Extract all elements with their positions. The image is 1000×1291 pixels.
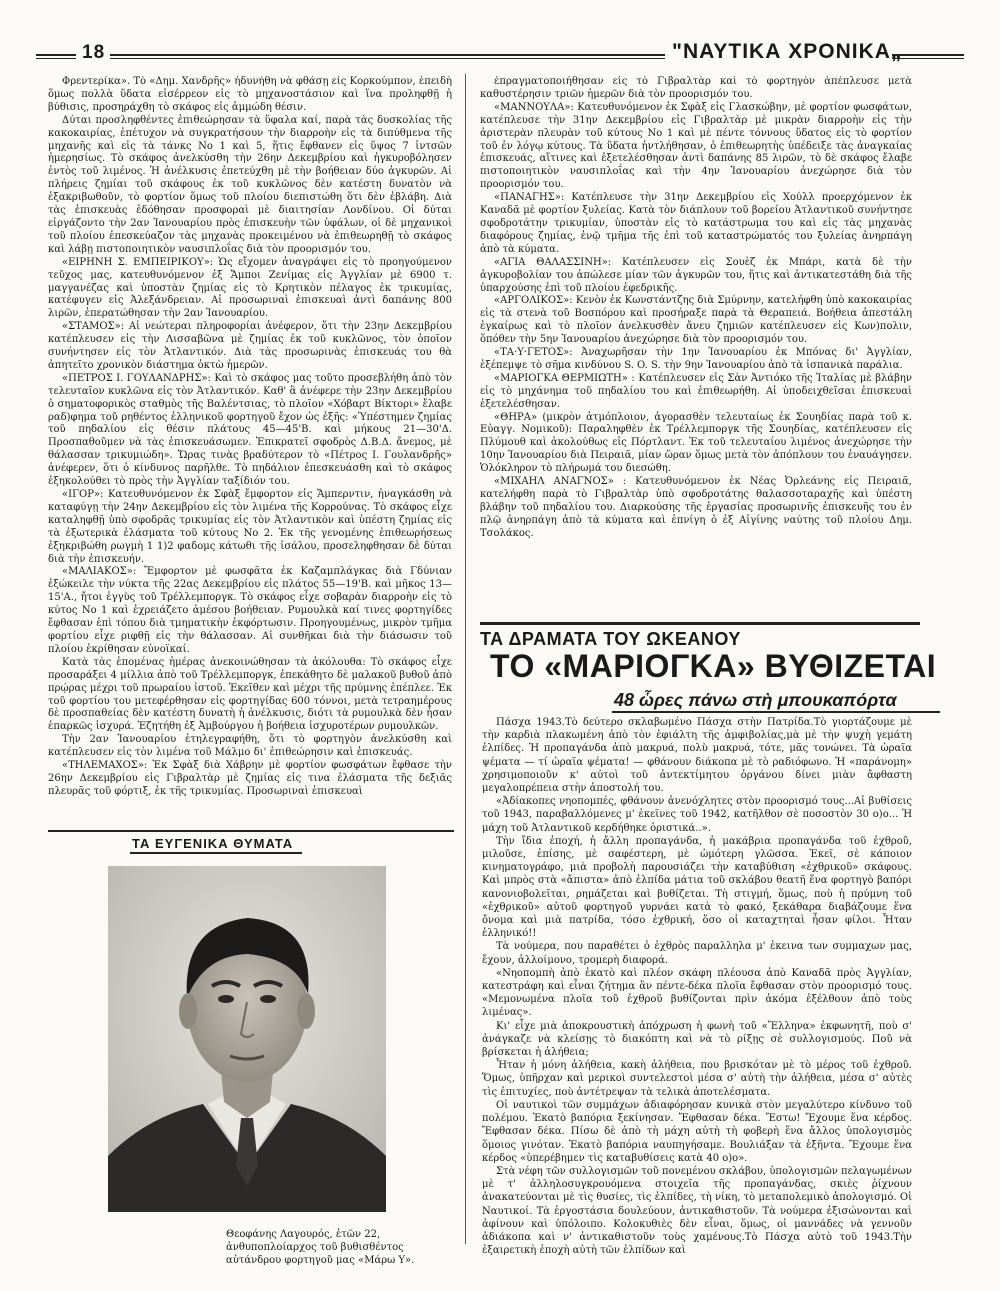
feature-paragraph: Κι' εἶχε μιὰ ἀποκρουστικὴ ἀπόχρωση ἡ φωνὴ τοῦ «Ἕλληνα» ἐκφωνητῆ, ποὺ σ' ἀνάγκαζε νὰ κλείσῃς τὸ διακόπτη καὶ νὰ τὸ ρίξῃς σὲ συλλογισμούς. Ποῦ νὰ βρίσκεται ἡ ἀλήθεια; — [482, 1020, 912, 1059]
section-top-rule — [48, 830, 454, 832]
left-paragraph: Δύται προσληφθέντες ἐπιθεώρησαν τὰ ὕφαλα καί, παρὰ τὰς δυσκολίας τῆς κακοκαιρίας, ἐπέτυχον νὰ συγκρατήσουν τὴν διαρροὴν εἰς τὰ διπύθμενα τῆς μηχανῆς καὶ εἰς τὰ τάνκς Νο 1 καὶ 5, ἥτις ἔφθανεν εἰς ὕψος 7 ἰντσῶν ἡμερησίως. Τὸ σκάφος ἀνελκύσθη τὴν 26ην Δεκεμβρίου καὶ ἠγκυροβόλησεν ἐντὸς τοῦ λιμένος. Ἡ ἀνέλκυσις ἐπετεύχθη μὲ τὴν βοήθειαν δύο ἀγκυρῶν. Αἱ πλήρεις ζημίαι τοῦ σκάφους ἐκ τοῦ κυκλῶνος δὲν κατέστη δυνατὸν νὰ ἐξακριβωθοῦν, τὸ φορτίον ὅμως τοῦ πλοίου διεπιστώθη ὅτι δὲν ἐβλάβη. Διὰ τὰς ἐπισκευὰς ἐδόθησαν προσφοραὶ μὲ διαιτησίαν Λονδίνου. Οἱ δύται εἰργάζοντο τὴν 2αν Ἰανουαρίου πρὸς ἐπισκευὴν τῶν ὑφάλων, οἱ δὲ μηχανικοὶ τοῦ πλοίου ἐπεσκεύαζον τὰς μηχανὰς προκειμένου νὰ ἐπιθεωρηθῇ τὸ σκάφος καὶ λάβῃ πιστοποιητικὸν ναυσιπλοΐας διὰ τὸν προορισμόν του. — [48, 114, 452, 255]
feature-paragraph: «Νηοπομπὴ ἀπὸ ἑκατὸ καὶ πλέον σκάφη πλέουσα ἀπὸ Καναδᾶ πρὸς Ἀγγλίαν, κατεστράφη καὶ εἶναι ζήτημα ἂν πέντε-δέκα πλοῖα ἔφθασαν στὸν προορισμό τους. «Μεμονωμένα πλοῖα τοῦ ἐχθροῦ βυθίζονται πρὶν ἀκόμα ἐξέλθουν ἀπὸ τοὺς λιμένας». — [482, 967, 912, 1019]
masthead-title: "ΝΑΥΤΙΚΑ ΧΡΟΝΙΚΑ„ — [672, 40, 903, 63]
left-paragraph: «ΠΕΤΡΟΣ Ι. ΓΟΥΛΑΝΔΡΗΣ»: Καὶ τὸ σκάφος μας τοῦτο προσεβλήθη ἀπὸ τὸν τελευταῖον κυκλῶνα εἰς τὸν Ἀτλαντικόν. Καθ' ἃ ἀνέφερε τὴν 23ην Δεκεμβρίου ὁ σηματοφορικὸς σταθμὸς τῆς Βαλέντσιας, τὸ πλοῖον «Χόβαρτ Βίκτορι» ἔλαβε ραδ)φημα τοῦ ρηθέντος ἑλληνικοῦ φορτηγοῦ ἔχον ὡς ἑξῆς: «Ὑπέστημεν ζημίας τοῦ πηδαλίου εἰς θέσιν πλάτους 45—45'Β. καὶ μήκους 21—30'Δ. Προσπαθοῦμεν νὰ τὰς ἐπισκευάσωμεν. Ἐπικρατεῖ σφοδρὸς Δ.Β.Δ. ἄνεμος, μὲ θάλασσαν τρικυμιώδη». Ὥρας τινὰς βραδύτερον τὸ «Πέτρος Ι. Γουλανδρῆς» ἀνέφερεν, ὅτι ὁ κίνδυνος παρῆλθε. Τὸ πηδάλιον ἐπεσκευάσθη καὶ τὸ σκάφος ἐξηκολούθει τὸ πρὸς τὴν Ἀγγλίαν ταξίδιόν του. — [48, 372, 452, 488]
section-title-underline — [130, 852, 302, 854]
header-rule-middle — [110, 54, 665, 59]
feature-paragraph: Οἱ ναυτικοὶ τῶν συμμάχων ἀδιαφόρησαν κυνικὰ στὸν μεγαλύτερο κίνδυνο τοῦ πολέμου. Ἑκατὸ βαπόρια ξεκίνησαν. Ἔφθασαν δέκα. Ἔστω! Ἔχουμε ἕνα κέρδος. Ἔφθασαν δέκα. Πίσω δὲ ἀπὸ τὴ μάχη αὐτὴ τὴ φοβερὴ ἕνα ἄλλος ὑπολογισμὸς ὅμοιος γινόταν. Ἑκατὸ βαπόρια ναυπηγήσαμε. Βουλιάξαν τὰ ἑξῆντα. Ἔχουμε ἕνα κέρδος «ὑπερέβημεν τὶς καταβυθίσεις κατὰ 40 ο)ο». — [482, 1099, 912, 1164]
portrait-photo — [108, 866, 386, 1212]
feature-kicker: ΤΑ ΔΡΑΜΑΤΑ ΤΟΥ ΩΚΕΑΝΟΥ — [480, 622, 920, 650]
left-paragraph: «ΤΗΛΕΜΑΧΟΣ»: Ἐκ Σφὰξ διὰ Χάβρην μὲ φορτίον φωσφάτων ἔφθασε τὴν 26ην Δεκεμβρίου εἰς Γιβραλτὰρ μὲ ζημίας εἰς τινα ἐλάσματα τῆς δεξιᾶς πλευρᾶς τοῦ φόρτιξ, ἐκ τῆς τρικυμίας. Προσωριναὶ ἐπισκευαὶ — [48, 760, 452, 797]
section-title: ΤΑ ΕΥΓΕΝΙΚΑ ΘΥΜΑΤΑ — [132, 836, 294, 851]
right-paragraph: ἐπραγματοποιήθησαν εἰς τὸ Γιβραλτὰρ καὶ τὸ φορτηγὸν ἀπέπλευσε μετὰ καθυστέρησιν τριῶν ἡμερῶν διὰ τὸν προορισμόν του. — [480, 76, 912, 100]
feature-headline: ΤΟ «ΜΑΡΙΟΓΚΑ» ΒΥΘΙΖΕΤΑΙ — [490, 648, 937, 684]
right-paragraph: «ΜΙΧΑΗΛ ΑΝΑΓΝΟΣ» : Κατευθυνόμενον ἐκ Νέας Ὀρλεάνης εἰς Πειραιᾶ, κατελήφθη παρὰ τὸ Γιβραλτὰρ ὑπὸ σφοδροτάτης θαλασσοταραχῆς καὶ ὑπέστη βλάβην τοῦ πηδαλίου του. Διαρκούσης τῆς ἐργασίας προσωρινῆς ἐπισκευῆς του ἐν πλῷ ἀνηρπάγη ἀπὸ τὰ κύματα καὶ ἐπνίγη ὁ ἐξ Αἰγίνης ναύτης τοῦ πλοίου Δημ. Τσολάκος. — [480, 476, 912, 539]
right-paragraph: «ΠΑΝΑΓΗΣ»: Κατέπλευσε τὴν 31ην Δεκεμβρίου εἰς Χούλλ προερχόμενον ἐκ Καναδᾶ μὲ φορτίον ξυλείας. Κατὰ τὸν διάπλουν τοῦ βορείου Ἀτλαντικοῦ συνήντησε σφοδροτάτην τρικυμίαν, ὑποστὰν εἰς τὸ κατάστρωμα του καὶ εἰς τὰς μηχανὰς διαφόρους ζημίας, ἐνῷ τμῆμα τῆς ἐπὶ τοῦ καταστρώματός του ξυλείας ἀνηρπάγη ἀπὸ τὰ κύματα. — [480, 192, 912, 255]
header-rule-left — [36, 54, 76, 59]
page-number: 18 — [82, 42, 106, 63]
feature-subhead: 48 ὧρες πάνω στὴ μπουκαπόρτα — [614, 690, 897, 710]
page-header — [36, 42, 964, 70]
subhead-rule — [612, 711, 940, 713]
feature-paragraph: Πάσχα 1943.Τὸ δεύτερο σκλαβωμένο Πάσχα στὴν Πατρίδα.Τὸ γιορτάζουμε μὲ τὴν καρδιὰ πλακωμένη ἀπὸ τὸν ἐφιάλτη τῆς ἀμφιβολίας,μὰ μὲ τὴν ψυχὴ γεμάτη ἐλπίδες. Ἡ προπαγάνδα ἀπὸ μακρυά, πολὺ μακρυά, τότε, μᾶς τονώνει. Τὰ ὡραῖα ψέματα — τί ὡραῖα ψέματα! — φθάνουν διάκοπα μὲ τὸ ραδιόφωνο. Ἡ «παράνομη» χρησιμοποιοῦν κ' αὐτοὶ τοῦ ἀντεκτίμητου ὀργάνου δίνει μιὰν ἄφθαστη μεγαλοπρέπεια στὴν ἀποστολή του. — [482, 717, 912, 795]
right-paragraph: «ΜΑΝΝΟΥΛΑ»: Κατευθυνόμενον ἐκ Σφὰξ εἰς Γλασκώβην, μὲ φορτίον φωσφάτων, κατέπλευσε τὴν 31ην Δεκεμβρίου εἰς Γιβραλτὰρ μὲ μικρὰν διαρροὴν εἰς τὴν ἀριστερὰν πλευρὰν τοῦ κύτους Νο 1 καὶ μὲ πέντε τόννους ὕδατος εἰς τὸ φορτίον τοῦ ἐν λόγῳ κύτους. Τὰ ὕδατα ἠντλήθησαν, ὁ ἐπιθεωρητὴς ὑπέδειξε τὰς ἀναγκαίας ἐπισκευάς, αἵτινες καὶ ἐξετελέσθησαν ἀντὶ δαπάνης 85 λιρῶν, τὸ δὲ σκάφος ἔλαβε πιστοποιητικὸν ναυσιπλοΐας καὶ τὴν 4ην Ἰανουαρίου ἀνεχώρησε διὰ τὸν προορισμόν του. — [480, 101, 912, 191]
feature-paragraph: Τὰ νούμερα, που παραθέτει ὁ ἐχθρὸς παραλληλα μ' ἐκεινα των συμμαχων μας, ἔχουν, ἀλλοίμονο, τρομερὴ διαφορά. — [482, 941, 912, 966]
left-paragraph: «ΙΓΟΡ»: Κατευθυνόμενον ἐκ Σφὰξ ἔμφορτον εἰς Ἄμπερντιν, ἠναγκάσθη νὰ καταφύγῃ τὴν 24ην Δεκεμβρίου εἰς τὸν λιμένα τῆς Κορρούνας. Τὸ σκάφος εἶχε καταληφθῇ ὑπὸ σφοδρᾶς τρικυμίας εἰς τὸν Ἀτλαντικὸν καὶ ὑπέστη ζημίας εἰς τὰ ἐξωτερικὰ ἐλάσματα τοῦ κύτους Νο 2. Ἐκ τῆς γενομένης ἐπιθεωρήσεως ἐξηκριβώθη ρωγμὴ 1 1)2 φαδομς κάτωθι τῆς ἰσάλου, προσεληφθησαν δὲ δύται διὰ τὴν ἐπισκευήν. — [48, 489, 452, 565]
right-paragraph: «ΘΗΡΑ» (μικρὸν ἀτμόπλοιον, ἀγορασθὲν τελευταίως ἐκ Σουηδίας παρὰ τοῦ κ. Εὐαγγ. Νομικοῦ): Παραληφθὲν ἐκ Τρέλλεμποργκ τῆς Σουηδίας, κατέπλευσεν εἰς Πλύμουθ καὶ ἀκολούθως εἰς Πόρτλαντ. Ἐκ τοῦ τελευταίου λιμένος ἀνεχώρησε τὴν 10ην Ἰανουαρίου διὰ Πειραιᾶ, μίαν ὥραν ὅμως μετὰ τὸν ἀπόπλουν του ἐναυάγησεν. Ὁλόκληρον τὸ πλήρωμά του διεσώθη. — [480, 411, 912, 475]
left-paragraph: Τὴν 2αν Ἰανουαρίου ἐτηλεγραφήθη, ὅτι τὸ φορτηγὸν ἀνελκύσθη καὶ κατέπλευσεν εἰς τὸν λιμένα τοῦ Μάλμο δι' ἐπιθεώρησιν καὶ ἐπισκευάς. — [48, 734, 452, 759]
feature-paragraph: Τὴν ἴδια ἐποχή, ἡ ἄλλη προπαγάνδα, ἡ μακάβρια προπαγάνδα τοῦ ἐχθροῦ, μιλοῦσε, ἐπίσης, μὲ σαφέστερη, μὲ ὠμότερη γλῶσσα. Ἐκεῖ, σὲ κάποιον κινηματογράφο, μιὰ προβολὴ παρουσιάζει τὴν καταβύθιση «ἐχθρικοῦ» σκάφους. Καὶ μπρὸς στὰ «ἄπιστα» ἀπὸ ἐλπίδα μάτια τοῦ σκλάβου θεατῆ ἕνα φορτηγὸ βαπόρι κανονιοβολεῖται, ρημάζεται καὶ βυθίζεται. Τὴ στιγμή, ὅμως, ποὺ ἡ πρύμνη τοῦ «ἐχθρικοῦ» αὐτοῦ φορτηγοῦ γυρνάει κατὰ τὸ φακό, ξεκάθαρα διαβάζουμε ἕνα ὄνομα καὶ μιὰ πατρίδα, τόσο ἐχθρική, ὅσο οἱ καταχτηταὶ ἦσαν φίλοι. Ἦταν ἑλληνικό!! — [482, 835, 912, 940]
left-paragraph: Κατὰ τὰς ἑπομένας ἡμέρας ἀνεκοινώθησαν τὰ ἀκόλουθα: Τὸ σκάφος εἶχε προσαράξει 4 μίλλια ἀπὸ τοῦ Τρέλλεμποργκ, ἐπεκάθητο δὲ μαλακοῦ βυθοῦ ἀπὸ πρῴρας μέχρι τοῦ πρωραίου ἱστοῦ. Ἐκεῖθεν καὶ μέχρι τῆς πρύμνης ἐπέπλεε. Ἐκ τοῦ φορτίου του μετεφέρθησαν εἰς φορτηγίδας 600 τόννοι, μετὰ τετραημέρους δὲ προσπαθείας δὲν κατέστη δυνατὴ ἡ ἀνέλκυσις, διότι τὰ ρυμουλκὰ δὲν ἦσαν ἐπαρκῶς ἰσχυρά. Ἐζητήθη ἐξ Ἀμβούργου ἡ βοήθεια ἰσχυροτέρων ρυμουλκῶν. — [48, 656, 452, 733]
feature-paragraph: «Ἀδίακοπες νηοπομπές, φθάνουν ἀνενόχλητες στὸν προορισμό τους...Αἱ βυθίσεις τοῦ 1943, παραβαλλόμενες μ' ἐκεῖνες τοῦ 1942, κατῆλθον σὲ ποσοστὸν 30 ο)ο... Ἡ μάχη τοῦ Ἀτλαντικοῦ κερδήθηκε ὁριστικά..». — [482, 796, 912, 834]
caption-text: Θεοφάνης Λαγουρός, ἐτῶν 22, ἀνθυποπλοίαρχος τοῦ βυθισθέντος αὐτάνδρου φορτηγοῦ μας «Μάρω Υ». — [226, 1229, 415, 1266]
feature-body — [482, 716, 912, 1264]
left-column-text — [48, 76, 452, 836]
right-paragraph: «ΑΡΓΟΛΙΚΟΣ»: Κενὸν ἐκ Κωνστάντζης διὰ Σμύρνην, κατελήφθη ὑπὸ κακοκαιρίας εἰς τὰ στενὰ τοῦ Βοσπόρου καὶ προσήραξε παρὰ τὰ Θεραπειά. Βοήθεια ἀπεστάλη ἐγκαίρως καὶ τὸ πλοῖον ἀνελκυσθὲν ἄνευ ζημιῶν κατέπλευσεν εἰς Κων)πολιν, ὅπόθεν τὴν 5ην Ἰανουαρίου ἀνεχώρησε διὰ τὸν προορισμόν του. — [480, 295, 912, 346]
left-paragraph: Φρεντερίκα». Τὸ «Δημ. Χανδρῆς» ἠδυνήθη νὰ φθάσῃ εἰς Κορκούμπον, ἐπειδὴ ὅμως πολλὰ ὕδατα εἰσέρρεον εἰς τὸ μηχανοστάσιον καὶ ἵνα προληφθῇ ἡ βύθισις, προσηράχθη τὸ σκάφος εἰς ἀμμώδη θέσιν. — [48, 76, 452, 113]
right-paragraph: «ΤΑ·Υ·ΓΕΤΟΣ»: Ἀναχωρῆσαν τὴν 1ην Ἰανουαρίου ἐκ Μπόνας δι' Ἀγγλίαν, ἐξέπεμψε τὸ σῆμα κινδύνου S. O. S. τὴν 9ην Ἰανουαρίου ἀπὸ τὰ ἰσπανικὰ παράλια. — [480, 347, 912, 371]
left-paragraph: «ΜΑΛΙΑΚΟΣ»: Ἔμφορτον μὲ φωσφᾶτα ἐκ Καζαμπλάγκας διὰ Γδύνιαν ἐξώκειλε τὴν νύκτα τῆς 22ας Δεκεμβρίου εἰς πλάτος 55—19'Β. καὶ μῆκος 13—15'Α., ἤτοι ἐγγὺς τοῦ Τρέλλεμποργκ. Τὸ σκάφος εἶχε σοβαρὰν διαρροὴν εἰς τὸ κύτος Νο 1 καὶ ἐχρειάζετο ἀμέσου βοήθειαν. Ρυμουλκὰ καί τινες φορτηγίδες ἔφθασαν ἐπὶ τόπου διὰ τμηματικὴν ἐκφόρτωσιν. Προηγουμένως, μικρὸν τμῆμα φορτίου εἶχε ριφθῇ εἰς τὴν θάλασσαν. Αἱ συνθῆκαι διὰ τὴν διάσωσιν τοῦ πλοίου ἐκρίθησαν εὐνοϊκαί. — [48, 566, 452, 655]
header-rule-right — [892, 54, 964, 59]
portrait-illustration — [108, 866, 386, 1212]
right-paragraph: «ΑΓΙΑ ΘΑΛΑΣΣΙΝΗ»: Κατέπλευσεν εἰς Σουὲζ ἐκ Μπάρι, κατὰ δὲ τὴν ἀγκυροβολίαν του ἀπώλεσε μίαν τῶν ἀγκυρῶν του, ἥτις καὶ ἀντικατεστάθη διὰ τῆς ὑπαρχούσης ἐπὶ τοῦ πλοίου ἐφεδρικῆς. — [480, 256, 912, 294]
right-paragraph: «ΜΑΡΙΟΓΚΑ ΘΕΡΜΙΩΤΗ» : Κατέπλευσεν εἰς Σὰν Ἀντιόκο τῆς Ἰταλίας μὲ βλάβην εἰς τὸ μηχάνημα τοῦ πηδαλίου του καὶ ἐπιθεωρήθη. Αἱ ὑποδειχθεῖσαι ἐπισκευαὶ ἐξετελέσθησαν. — [480, 372, 912, 410]
left-paragraph: «ΕΙΡΗΝΗ Σ. ΕΜΠΕΙΡΙΚΟΥ»: Ὡς εἴχομεν ἀναγράψει εἰς τὸ προηγούμενον τεῦχος μας, κατευθυνόμενον ἐξ Ἄμποι Ζενίμας εἰς Ἀγγλίαν μὲ 6900 τ. μαγγανέζας καὶ ὑποστὰν ζημίας εἰς τὸ Κρητικὸν πέλαγος ἐκ τρικυμίας, κατέφυγεν εἰς Ἀλεξάνδρειαν. Αἱ προσωριναὶ ἐπισκευαὶ ἀντὶ δαπάνης 800 λιρῶν, ἐπερατώθησαν τὴν 2αν Ἰανουαρίου. — [48, 256, 452, 320]
photo-caption — [226, 1228, 458, 1267]
column-divider — [465, 74, 466, 1244]
feature-paragraph: Ἦταν ἡ μόνη ἀλήθεια, κακὴ ἀλήθεια, που βρισκόταν μὲ τὸ μέρος τοῦ ἐχθροῦ. Ὅμως, ὑπῆρχαν καὶ μερικοὶ συντελεστοὶ μέσα σ' αὐτὴ τὴν ἀλήθεια, μέσα σ' αὐτὲς τὶς ἐπιτυχίες, ποὺ ἀντέτρεψαν τὰ τελικὰ ἀποτελέσματα. — [482, 1060, 912, 1098]
feature-paragraph: Στὰ νέφη τῶν συλλογισμῶν τοῦ πονεμένου σκλάβου, ὑπολογισμῶν πελαγωμένων μὲ τ' ἀλληλοσυγκρουόμενα στοιχεῖα τῆς προπαγάνδας, σκιὲς ῥίχνουν ἀνακατεύονται μὲ τὶς θυσίες, τὶς ἐλπίδες, τὴ νίκη, τὸ μεταπολεμικὸ ἀπολογισμό. Οἱ Ναυτικοί. Τὰ ἐργοστάσια δουλεύουν, ἀντικαθιστοῦν. Τὰ νούμερα ἐξισώνονται καὶ ἀφίνουν καὶ ὑπόλοιπο. Κολοκυθιὲς δὲν εἶναι, ὅμως, οἱ μαννάδες νὰ γεννοῦν ἀδιάκοπα καὶ ν' ἀντικαθιστοῦν τοὺς χαμένους.Τὸ Πάσχα αὐτὸ τοῦ 1943.Τὴν ἐξαιρετικὴ ἐποχὴ αὐτὴ τῶν ἐλπίδων καὶ — [482, 1165, 912, 1257]
left-paragraph: «ΣΤΑΜΟΣ»: Αἱ νεώτεραι πληροφορίαι ἀνέφερον, ὅτι τὴν 23ην Δεκεμβρίου κατέπλευσεν εἰς τὴν Λισσαβῶνα μὲ ζημίας ἐκ τοῦ κυκλῶνος, τὸν ὁποῖον συνήντησεν εἰς τὸν Ἀτλαντικόν. Διὰ τὰς προσωρινὰς ἐπισκευάς του θὰ ἀπητεῖτο χρονικὸν διάστημα ὀκτὼ ἡμερῶν. — [48, 321, 452, 371]
right-column-text — [480, 76, 912, 636]
